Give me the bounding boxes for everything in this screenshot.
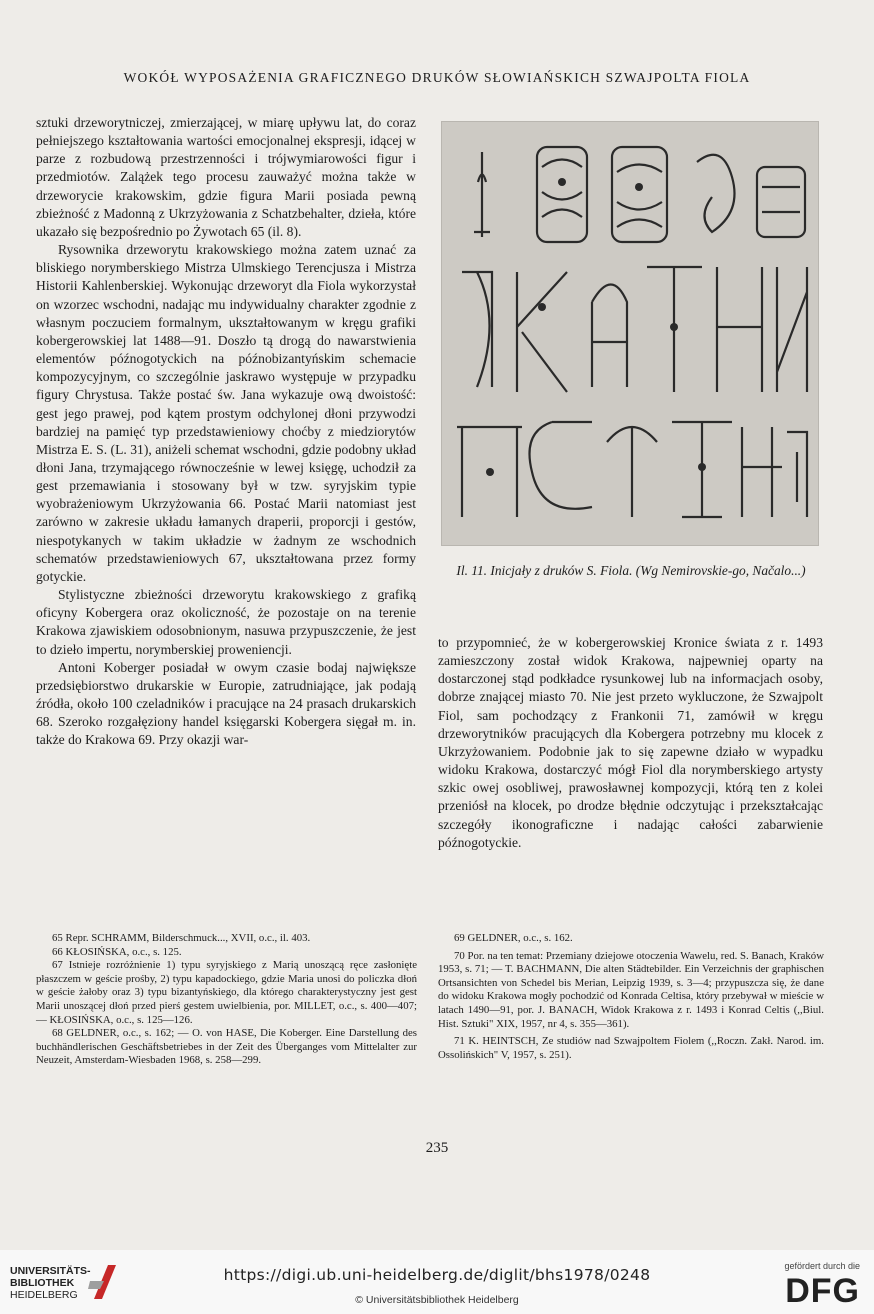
paragraph: sztuki drzeworytniczej, zmierzającej, w miarę upływu lat, do coraz pełniejszego kształtowania wartości emocjonalnej ekspresji, idącej w parze z rozbudową przestrzenności i trójwymiarowości figur i przedmiotów. Zalążek tego procesu zauważyć można także w drzeworycie krakowskim, gdzie figura Marii posiada pewną zbieżność z Madonną z Ukrzyżowania z Schatzbehalter, dzieła, które ukazało się bezpośrednio po Żywotach 65 (il. 8).	[36, 115, 416, 239]
copyright-notice: © Universitätsbibliothek Heidelberg	[355, 1294, 519, 1306]
footnote: 70 Por. na ten temat: Przemiany dziejowe otoczenia Wawelu, red. S. Banach, Kraków 1953, s. 71; — T. BACHMANN, Die alten Städtebilder. Ein Verzeichnis der graphischen Ortsansichten von Schedel bis Merian, Leipzig 1939, s. 3—4; przypuszcza się, że dane do widoku Krakowa mogły pochodzić od Konrada Celtisa, który przebywał w mieście w latach 1490—91, por. J. BANACH, Widok Krakowa z r. 1493 i Konrad Celtis (,,Biul. Hist. Sztuki" XIX, 1957, nr 4, s. 355—361).	[438, 949, 824, 1030]
left-column	[36, 114, 416, 749]
footnote: 68 GELDNER, o.c., s. 162; — O. von HASE, Die Koberger. Eine Darstellung des buchhändlerischen Geschäftsbetriebes in der Zeit des Überganges vom Mittelalter zur Neuzeit, Amsterdam-Wiesbaden 1968, s. 258—299.	[36, 1027, 417, 1067]
right-column	[438, 634, 823, 852]
initials-illustration	[442, 122, 818, 545]
dfg-logo[interactable]: DFG	[785, 1272, 860, 1310]
funding-note: gefördert durch die	[784, 1261, 860, 1271]
permalink-url[interactable]: https://digi.ub.uni-heidelberg.de/diglit/bhs1978/0248	[223, 1266, 651, 1284]
library-name-line: HEIDELBERG	[10, 1289, 78, 1301]
paragraph: to przypomnieć, że w kobergerowskiej Kronice świata z r. 1493 zamieszczony został widok Krakowa, najpewniej oparty na dostarczonej stąd podkładce rysunkowej lub na informacjach osoby, dobrze znającej miasto 70. Nie jest przeto wykluczone, że Szwajpolt Fiol, sam pochodzący z Frankonii 71, zamówił w kręgu drzeworytników pracujących dla Kobergera potrzebny mu klocek z Ukrzyżowaniem. Podobnie jak to się zapewne działo w wypadku widoku Krakowa, dostarczyć mógł Fiol dla norymberskiego artysty szkic owej osobliwej, prawosławnej kompozycji, którą ten z kolei przeniósł na klocek, po drodze błędnie odczytując i przekształcając szczegóły ikonograficzne i nadając całości zabarwienie późnogotyckie.	[438, 635, 823, 850]
paragraph: Antoni Koberger posiadał w owym czasie bodaj największe przedsiębiorstwo drukarskie w Europie, zatrudniające, jak podają źródła, około 100 czeladników i pracujące na 24 prasach drukarskich 68. Szeroko rozgałęziony handel księgarski Kobergera sięgał m. in. także do Krakowa 69. Przy okazji war-	[36, 659, 416, 748]
footnote: 66 KŁOSIŃSKA, o.c., s. 125.	[52, 945, 182, 958]
figure-caption: Il. 11. Inicjały z druków S. Fiola. (Wg Nemirovskie-go, Načalo...)	[456, 563, 806, 578]
footnote: 71 K. HEINTSCH, Ze studiów nad Szwajpoltem Fiolem (,,Roczn. Zakł. Narod. im. Ossolińskich" V, 1957, s. 251).	[438, 1035, 824, 1061]
paragraph: Rysownika drzeworytu krakowskiego można zatem uznać za bliskiego norymberskiego Mistrza Ulmskiego Terencjusza i Mistrza Historii Kahlenberskiej. Wykonując drzeworyt dla Fiola wykorzystał on wzorzec wschodni, nadając mu indywidualny charakter zgodnie z własnym poczuciem formalnym, ukształtowanym w kręgu grafiki kobergerowskiej lat 1488—91. Doszło tą drogą do nawarstwienia elementów późnogotyckich na późnobizantyńskim schemacie kompozycyjnym, co szczególnie jaskrawo występuje w przypadku figury Chrystusa. Także postać św. Jana wykazuje ową dwoistość: gest jego prawej, pod kątem prostym odchylonej dłoni przywodzi bardziej na pamięć typ przedstawieniowy choćby z miedziorytów Mistrza E. S. (L. 31), aniżeli schemat wschodni, gdzie podobny układ dłoni Jana, trzymającego równocześnie w lewej księgę, uchodził za gest przemawiania i stosowany był w tzw. syryjskim typie wyobrażeniowym Ukrzyżowania 66. Postać Marii natomiast jest zarówno w zakresie układu łamanych draperii, proporcji i gestów, niespotykanych w takim układzie w żadnym ze wschodnich schematów przedstawieniowych 67, ukształtowana przez formy gotyckie.	[36, 242, 416, 584]
footnote: 65 Repr. SCHRAMM, Bilderschmuck..., XVII, o.c., il. 403.	[52, 932, 311, 944]
library-name-line: UNIVERSITÄTS-	[10, 1265, 91, 1277]
footnotes-left	[36, 932, 417, 1068]
footnotes-right	[438, 932, 824, 1062]
page-number: 235	[425, 1140, 449, 1156]
figure-initials	[441, 121, 819, 546]
paragraph: Stylistyczne zbieżności drzeworytu krakowskiego z grafiką oficyny Kobergera oraz okoliczność, że pozostaje on na terenie Krakowa zjawiskiem odosobnionym, nasuwa przypuszczenie, że jest to dzieło impertu, norymberskiej proweniencji.	[36, 587, 416, 657]
running-head: WOKÓŁ WYPOSAŻENIA GRAFICZNEGO DRUKÓW SŁOWIAŃSKICH SZWAJPOLTA FIOLA	[123, 70, 751, 85]
footnote: 67 Istnieje rozróżnienie 1) typu syryjskiego z Marią unoszącą ręce zasłonięte płaszczem w geście prośby, 2) typu kapadockiego, gdzie Maria unosi do policzka dłoń w geście żałoby oraz 3) typu bizantyńskiego, dla którego charakterystyczny jest gest Marii unoszącej dłoń przed pierś gestem uwielbienia, por. MILLET, o.c., s. 400—407; — KŁOSIŃSKA, o.c., s. 125—126.	[36, 959, 417, 1026]
library-name-line: BIBLIOTHEK	[10, 1277, 75, 1289]
footnote: 69 GELDNER, o.c., s. 162.	[454, 932, 573, 944]
